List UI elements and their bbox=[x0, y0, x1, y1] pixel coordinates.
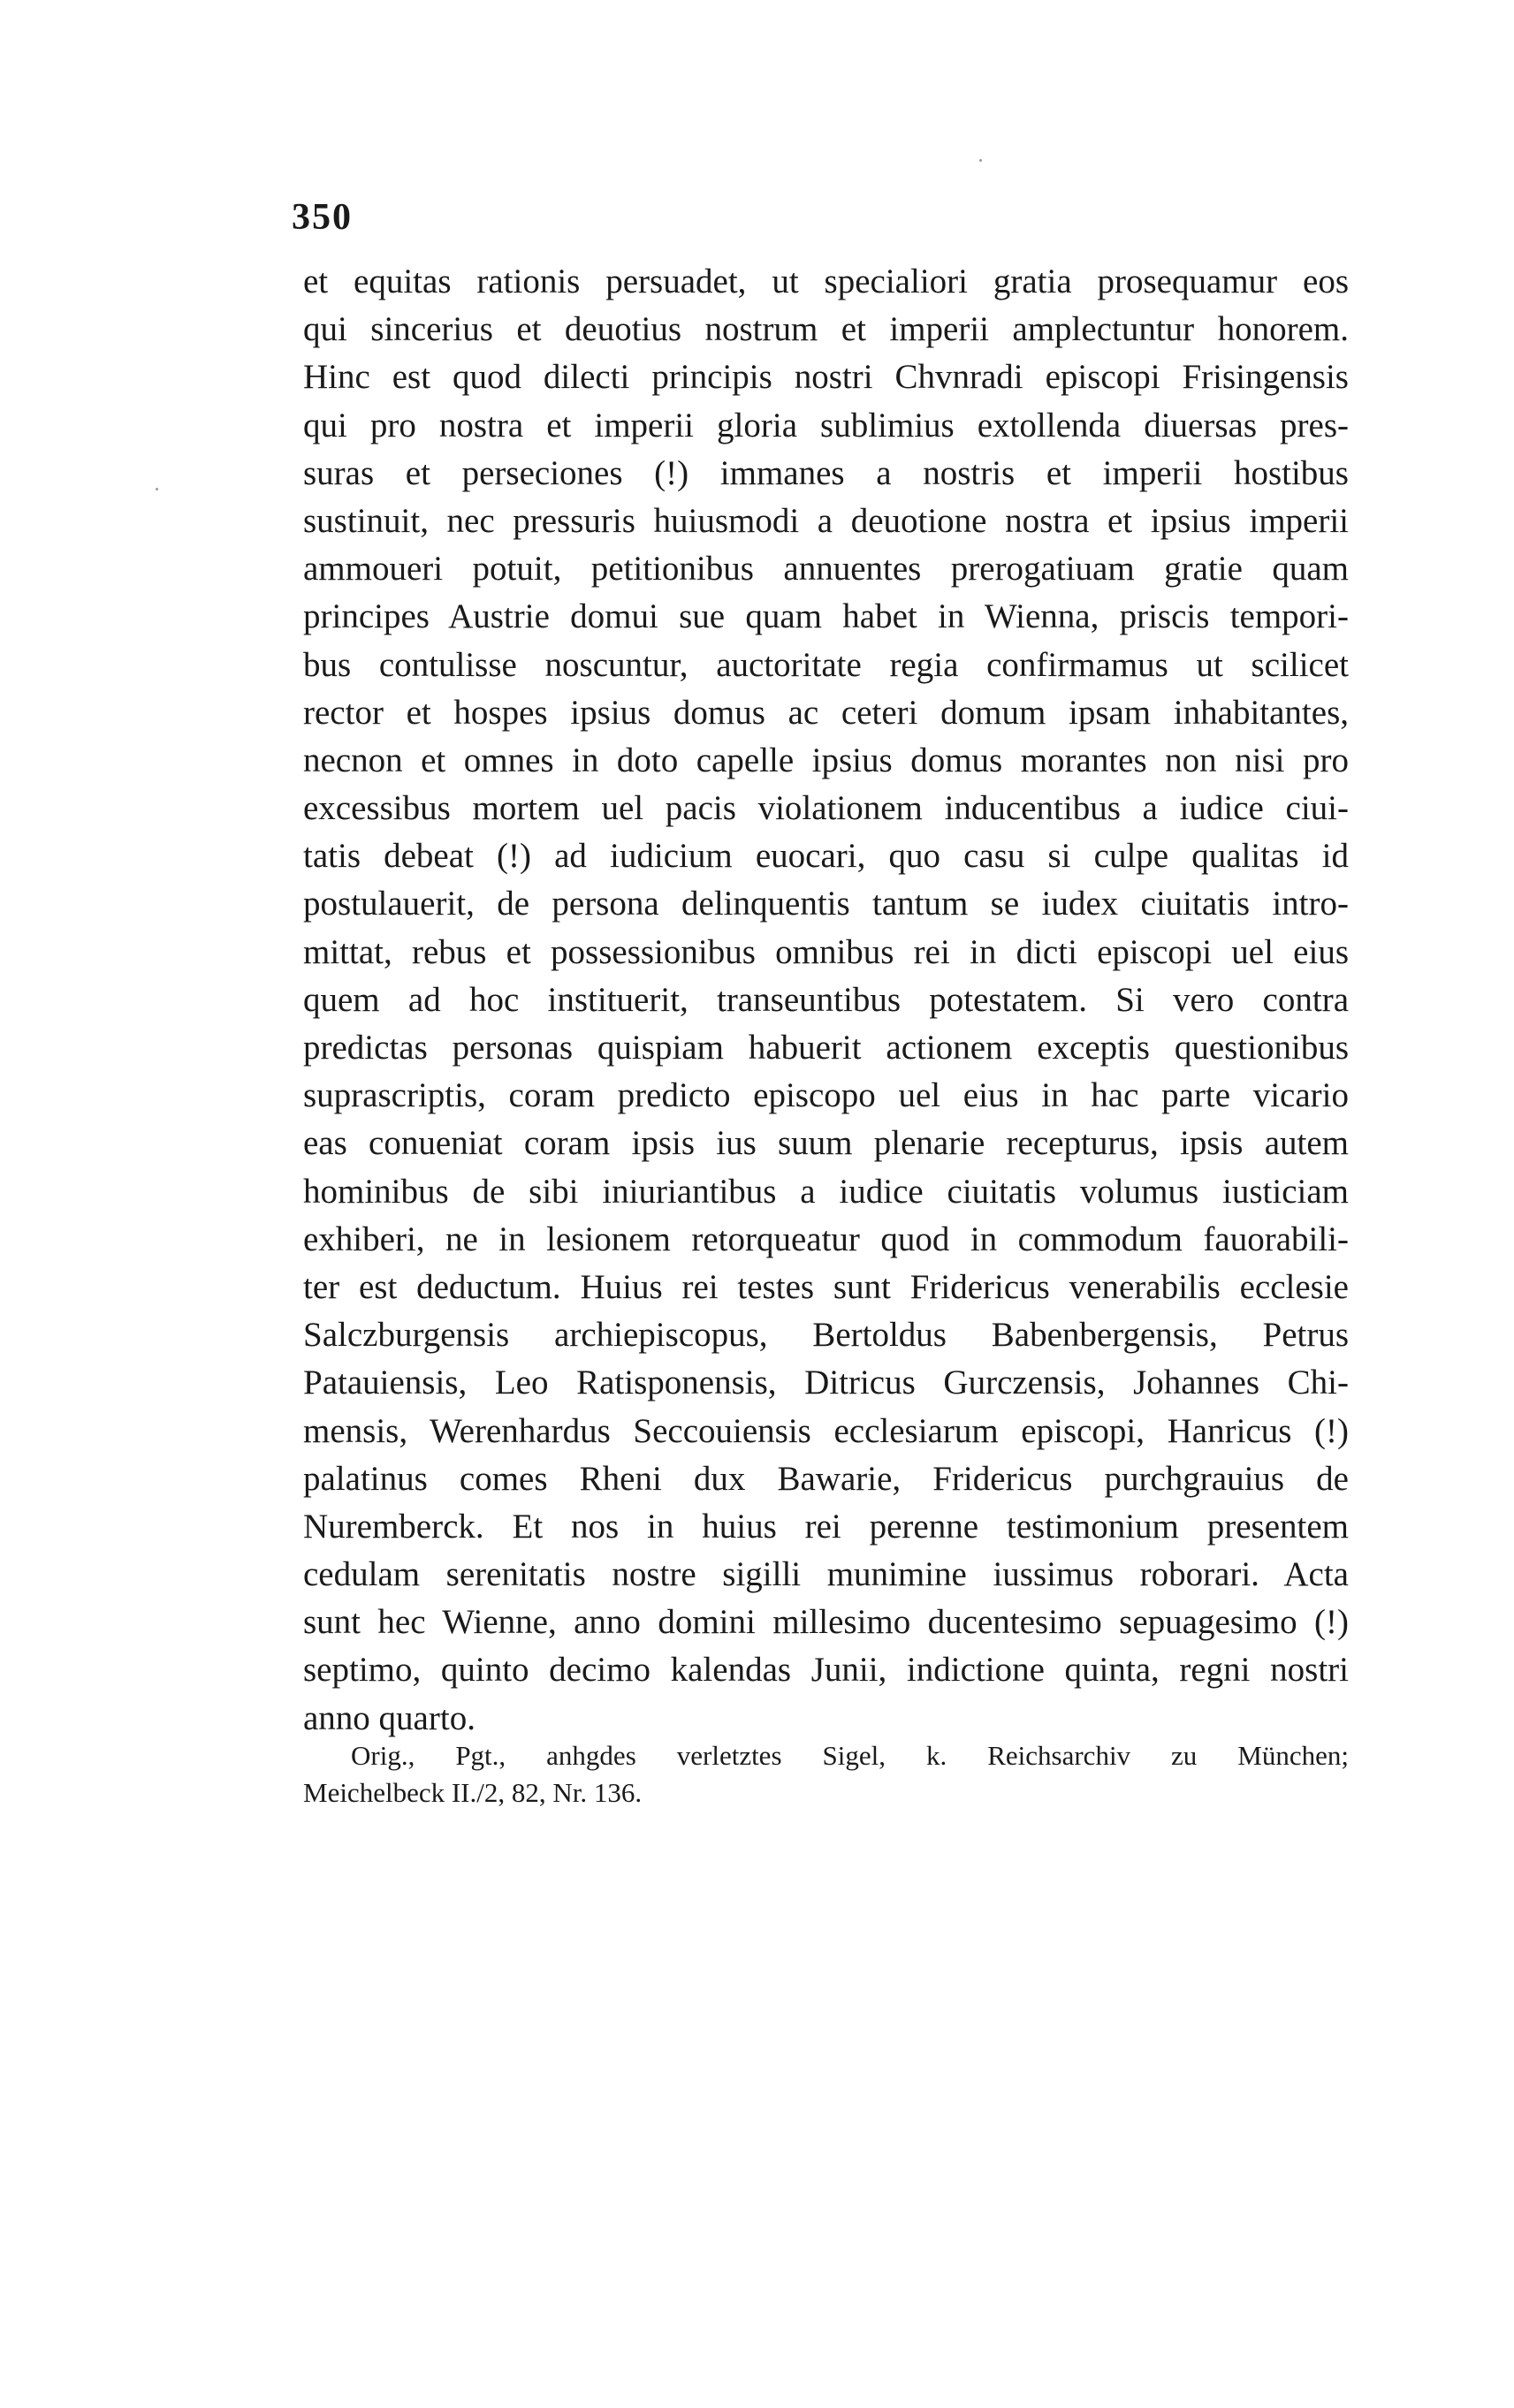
charter-text bbox=[303, 258, 1349, 1743]
text-line: postulauerit, de persona delinquentis tantum se iudex ciuitatis intro- bbox=[303, 885, 1349, 923]
text-line: predictas personas quispiam habuerit actionem exceptis questionibus bbox=[303, 1029, 1349, 1067]
text-line: mensis, Werenhardus Seccouiensis ecclesiarum episcopi, Hanricus (!) bbox=[303, 1411, 1349, 1450]
scan-speck bbox=[979, 159, 982, 162]
text-line: necnon et omnes in doto capelle ipsius domus morantes non nisi pro bbox=[303, 741, 1349, 779]
text-line: suprascriptis, coram predicto episcopo uel eius in hac parte vicario bbox=[303, 1076, 1349, 1115]
text-line: ammoueri potuit, petitionibus annuentes prerogatiuam gratie quam bbox=[303, 550, 1349, 589]
text-line: exhiberi, ne in lesionem retorqueatur quod in commodum fauorabili- bbox=[303, 1219, 1349, 1258]
text-line: mittat, rebus et possessionibus omnibus rei in dicti episcopi uel eius bbox=[303, 932, 1349, 971]
text-line: qui pro nostra et imperii gloria sublimius extollenda diuersas pres- bbox=[303, 406, 1349, 444]
text-line: Patauiensis, Leo Ratisponensis, Ditricus Gurczensis, Johannes Chi- bbox=[303, 1364, 1349, 1402]
text-line: qui sincerius et deuotius nostrum et imperii amplectuntur honorem. bbox=[303, 310, 1349, 349]
text-line: hominibus de sibi iniuriantibus a iudice ciuitatis volumus iusticiam bbox=[303, 1172, 1349, 1211]
text-line: excessibus mortem uel pacis violationem inducentibus a iudice ciui- bbox=[303, 789, 1349, 828]
text-line: eas conueniat coram ipsis ius suum plenarie recepturus, ipsis autem bbox=[303, 1124, 1349, 1163]
text-line: tatis debeat (!) ad iudicium euocari, quo casu si culpe qualitas id bbox=[303, 837, 1349, 876]
text-line: principes Austrie domui sue quam habet in Wienna, priscis tempori- bbox=[303, 597, 1349, 636]
text-line: Hinc est quod dilecti principis nostri Chvnradi episcopi Frisingensis bbox=[303, 358, 1349, 397]
text-line: suras et perseciones (!) immanes a nostris et imperii hostibus bbox=[303, 453, 1349, 492]
scan-speck bbox=[156, 488, 158, 490]
text-line: Salczburgensis archiepiscopus, Bertoldus Babenbergensis, Petrus bbox=[303, 1316, 1349, 1355]
text-line: sunt hec Wienne, anno domini millesimo ducentesimo sepuagesimo (!) bbox=[303, 1603, 1349, 1642]
page-number: 350 bbox=[292, 197, 353, 238]
text-line: anno quarto. bbox=[303, 1698, 476, 1737]
text-line: bus contulisse noscuntur, auctoritate regia confirmamus ut scilicet bbox=[303, 645, 1349, 684]
text-line: septimo, quinto decimo kalendas Junii, indictione quinta, regni nostri bbox=[303, 1651, 1349, 1690]
source-note-line: Meichelbeck II./2, 82, Nr. 136. bbox=[303, 1777, 643, 1808]
text-line: rector et hospes ipsius domus ac ceteri domum ipsam inhabitantes, bbox=[303, 693, 1349, 732]
text-line: quem ad hoc instituerit, transeuntibus potestatem. Si vero contra bbox=[303, 980, 1349, 1019]
text-line: ter est deductum. Huius rei testes sunt Fridericus venerabilis ecclesie bbox=[303, 1267, 1349, 1306]
text-line: et equitas rationis persuadet, ut specialiori gratia prosequamur eos bbox=[303, 262, 1349, 300]
text-line: palatinus comes Rheni dux Bawarie, Fridericus purchgrauius de bbox=[303, 1459, 1349, 1498]
source-note-line: Orig., Pgt., anhgdes verletztes Sigel, k. Reichsarchiv zu München; bbox=[351, 1740, 1349, 1771]
source-note bbox=[303, 1737, 1349, 1812]
text-line: sustinuit, nec pressuris huiusmodi a deuotione nostra et ipsius imperii bbox=[303, 501, 1349, 540]
text-line: Nuremberck. Et nos in huius rei perenne testimonium presentem bbox=[303, 1507, 1349, 1546]
text-line: cedulam serenitatis nostre sigilli munimine iussimus roborari. Acta bbox=[303, 1555, 1349, 1594]
